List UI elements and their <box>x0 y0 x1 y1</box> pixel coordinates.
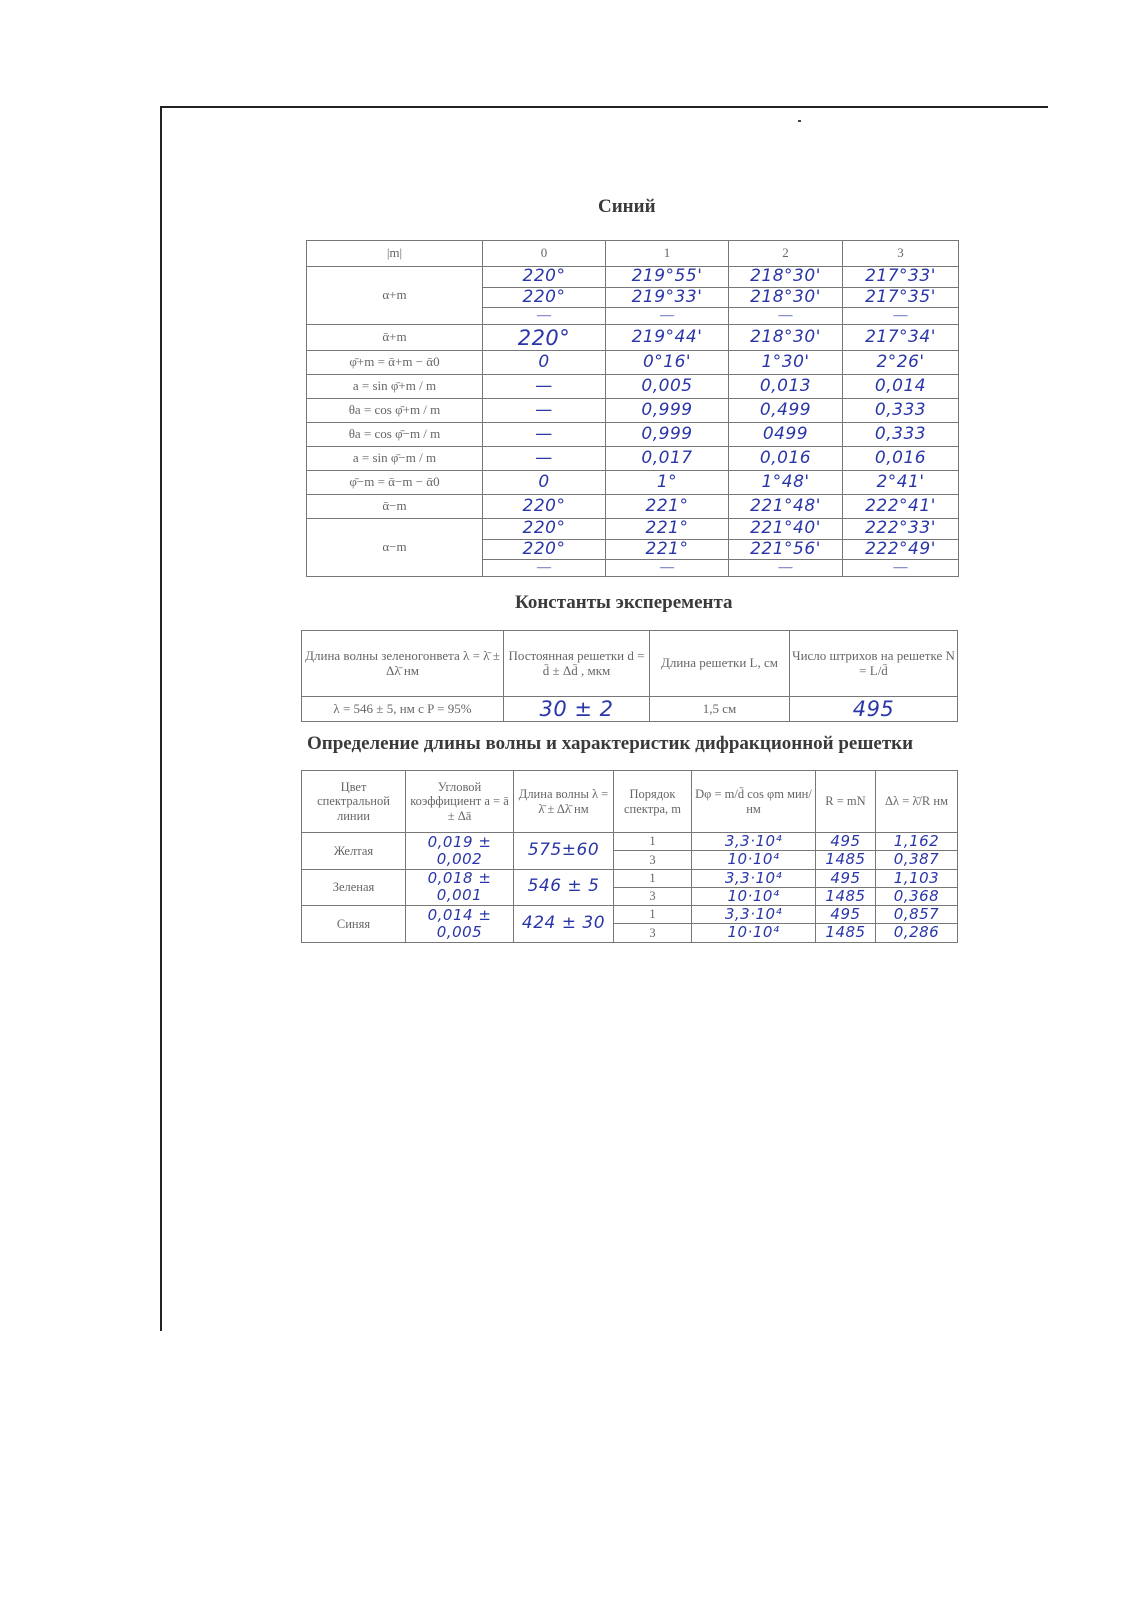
cell: 1° <box>606 471 729 495</box>
resolution: 495 <box>816 906 876 924</box>
row-label: θa = cos φ̄+m / m <box>307 399 483 423</box>
cell: 220° <box>483 267 606 288</box>
color-yellow: Желтая <box>302 833 406 870</box>
cell: 0499 <box>729 423 843 447</box>
scan-speck <box>798 120 801 122</box>
cell: 0,499 <box>729 399 843 423</box>
cell: — <box>483 423 606 447</box>
lambda-blue: 424 ± 30 <box>514 906 614 943</box>
cell: 0,013 <box>729 375 843 399</box>
cell: 220° <box>483 325 606 351</box>
coef-yellow: 0,019 ± 0,002 <box>406 833 514 870</box>
order-header: |m| <box>307 241 483 267</box>
cell: 0,016 <box>729 447 843 471</box>
cell: 218°30' <box>729 287 843 308</box>
cell: — <box>483 399 606 423</box>
constants-table <box>301 630 958 722</box>
cell: 222°41' <box>843 495 959 519</box>
order-col: 2 <box>729 241 843 267</box>
cell: 2°26' <box>843 351 959 375</box>
lambda-green: 546 ± 5 <box>514 869 614 906</box>
cell: 0 <box>483 471 606 495</box>
constants-title: Константы эксперемента <box>515 592 733 613</box>
order: 3 <box>614 924 692 942</box>
grating-section-title: Определение длины волны и характеристик дифракционной решетки <box>307 733 914 754</box>
cell: 1°30' <box>729 351 843 375</box>
grating-constant-header: Постоянная решетки d = d̄ ± Δd̄ , мкм <box>504 631 650 697</box>
cell: 221° <box>606 495 729 519</box>
line-count-value: 495 <box>790 697 958 722</box>
cell: 222°33' <box>843 519 959 540</box>
grating-length-header: Длина решетки L, см <box>650 631 790 697</box>
row-label: a = sin φ̄+m / m <box>307 375 483 399</box>
order: 1 <box>614 906 692 924</box>
row-label: φ̄+m = ᾱ+m − ᾱ0 <box>307 351 483 375</box>
blue-table-title: Синий <box>598 196 656 217</box>
wavelength-header: Длина волны λ = λ̄ ± Δλ̄ нм <box>514 771 614 833</box>
cell: 0,014 <box>843 375 959 399</box>
cell: 218°30' <box>729 325 843 351</box>
lambda-yellow: 575±60 <box>514 833 614 870</box>
cell: — <box>843 308 959 325</box>
cell: 0,005 <box>606 375 729 399</box>
alpha-plus-label: α+m <box>307 267 483 325</box>
cell: — <box>483 308 606 325</box>
cell: 1°48' <box>729 471 843 495</box>
resolution: 1485 <box>816 851 876 869</box>
cell: — <box>483 375 606 399</box>
cell: 220° <box>483 519 606 540</box>
grating-length-value: 1,5 см <box>650 697 790 722</box>
resolvable: 0,286 <box>876 924 958 942</box>
cell: — <box>606 560 729 577</box>
cell: 220° <box>483 495 606 519</box>
row-label: a = sin φ̄−m / m <box>307 447 483 471</box>
cell: — <box>729 308 843 325</box>
resolution-header: R = mN <box>816 771 876 833</box>
row-label: ᾱ+m <box>307 325 483 351</box>
cell: 0,999 <box>606 423 729 447</box>
resolvable: 1,162 <box>876 833 958 851</box>
order: 3 <box>614 851 692 869</box>
grating-results-table <box>301 770 958 943</box>
resolvable: 0,387 <box>876 851 958 869</box>
cell: 221° <box>606 519 729 540</box>
resolvable: 0,857 <box>876 906 958 924</box>
order-col: 1 <box>606 241 729 267</box>
cell: 219°55' <box>606 267 729 288</box>
coef-blue: 0,014 ± 0,005 <box>406 906 514 943</box>
cell: 217°34' <box>843 325 959 351</box>
cell: — <box>483 447 606 471</box>
order: 1 <box>614 833 692 851</box>
color-header: Цвет спектральной линии <box>302 771 406 833</box>
cell: — <box>606 308 729 325</box>
cell: 221° <box>606 539 729 560</box>
dispersion: 3,3·10⁴ <box>692 833 816 851</box>
page-border-left <box>160 106 162 1331</box>
cell: — <box>483 560 606 577</box>
order-col: 0 <box>483 241 606 267</box>
grating-constant-value: 30 ± 2 <box>504 697 650 722</box>
resolution: 1485 <box>816 887 876 905</box>
resolution: 495 <box>816 833 876 851</box>
dispersion: 10·10⁴ <box>692 851 816 869</box>
row-label: ᾱ−m <box>307 495 483 519</box>
resolvable: 1,103 <box>876 869 958 887</box>
cell: 0 <box>483 351 606 375</box>
cell: — <box>729 560 843 577</box>
cell: 219°44' <box>606 325 729 351</box>
blue-measurements-table <box>306 240 959 577</box>
color-blue: Синяя <box>302 906 406 943</box>
resolution: 1485 <box>816 924 876 942</box>
wavelength-header: Длина волны зеленогонвета λ = λ̄ ± Δλ̄ нм <box>302 631 504 697</box>
cell: 221°48' <box>729 495 843 519</box>
page-border-top <box>160 106 1048 108</box>
color-green: Зеленая <box>302 869 406 906</box>
cell: 222°49' <box>843 539 959 560</box>
coef-green: 0,018 ± 0,001 <box>406 869 514 906</box>
resolvable: 0,368 <box>876 887 958 905</box>
dispersion: 10·10⁴ <box>692 924 816 942</box>
cell: 221°56' <box>729 539 843 560</box>
row-label: φ̄−m = ᾱ−m − ᾱ0 <box>307 471 483 495</box>
cell: 0,017 <box>606 447 729 471</box>
cell: 220° <box>483 539 606 560</box>
cell: 220° <box>483 287 606 308</box>
cell: 0,999 <box>606 399 729 423</box>
cell: 221°40' <box>729 519 843 540</box>
cell: 0°16' <box>606 351 729 375</box>
dispersion: 3,3·10⁴ <box>692 869 816 887</box>
dispersion: 10·10⁴ <box>692 887 816 905</box>
cell: 217°35' <box>843 287 959 308</box>
alpha-minus-label: α−m <box>307 519 483 577</box>
dispersion-header: Dφ = m/d̄ cos φm мин/нм <box>692 771 816 833</box>
coefficient-header: Угловой коэффициент a = ā ± Δā <box>406 771 514 833</box>
line-count-header: Число штрихов на решетке N = L/d̄ <box>790 631 958 697</box>
order-col: 3 <box>843 241 959 267</box>
blue-header-row <box>307 241 959 267</box>
cell: 0,016 <box>843 447 959 471</box>
cell: 219°33' <box>606 287 729 308</box>
order: 1 <box>614 869 692 887</box>
order-header: Порядок спектра, m <box>614 771 692 833</box>
resolution: 495 <box>816 869 876 887</box>
cell: — <box>843 560 959 577</box>
row-label: θa = cos φ̄−m / m <box>307 423 483 447</box>
wavelength-value: λ = 546 ± 5, нм с P = 95% <box>302 697 504 722</box>
dispersion: 3,3·10⁴ <box>692 906 816 924</box>
cell: 217°33' <box>843 267 959 288</box>
cell: 0,333 <box>843 399 959 423</box>
cell: 0,333 <box>843 423 959 447</box>
order: 3 <box>614 887 692 905</box>
resolvable-header: Δλ = λ̄/R нм <box>876 771 958 833</box>
cell: 2°41' <box>843 471 959 495</box>
cell: 218°30' <box>729 267 843 288</box>
